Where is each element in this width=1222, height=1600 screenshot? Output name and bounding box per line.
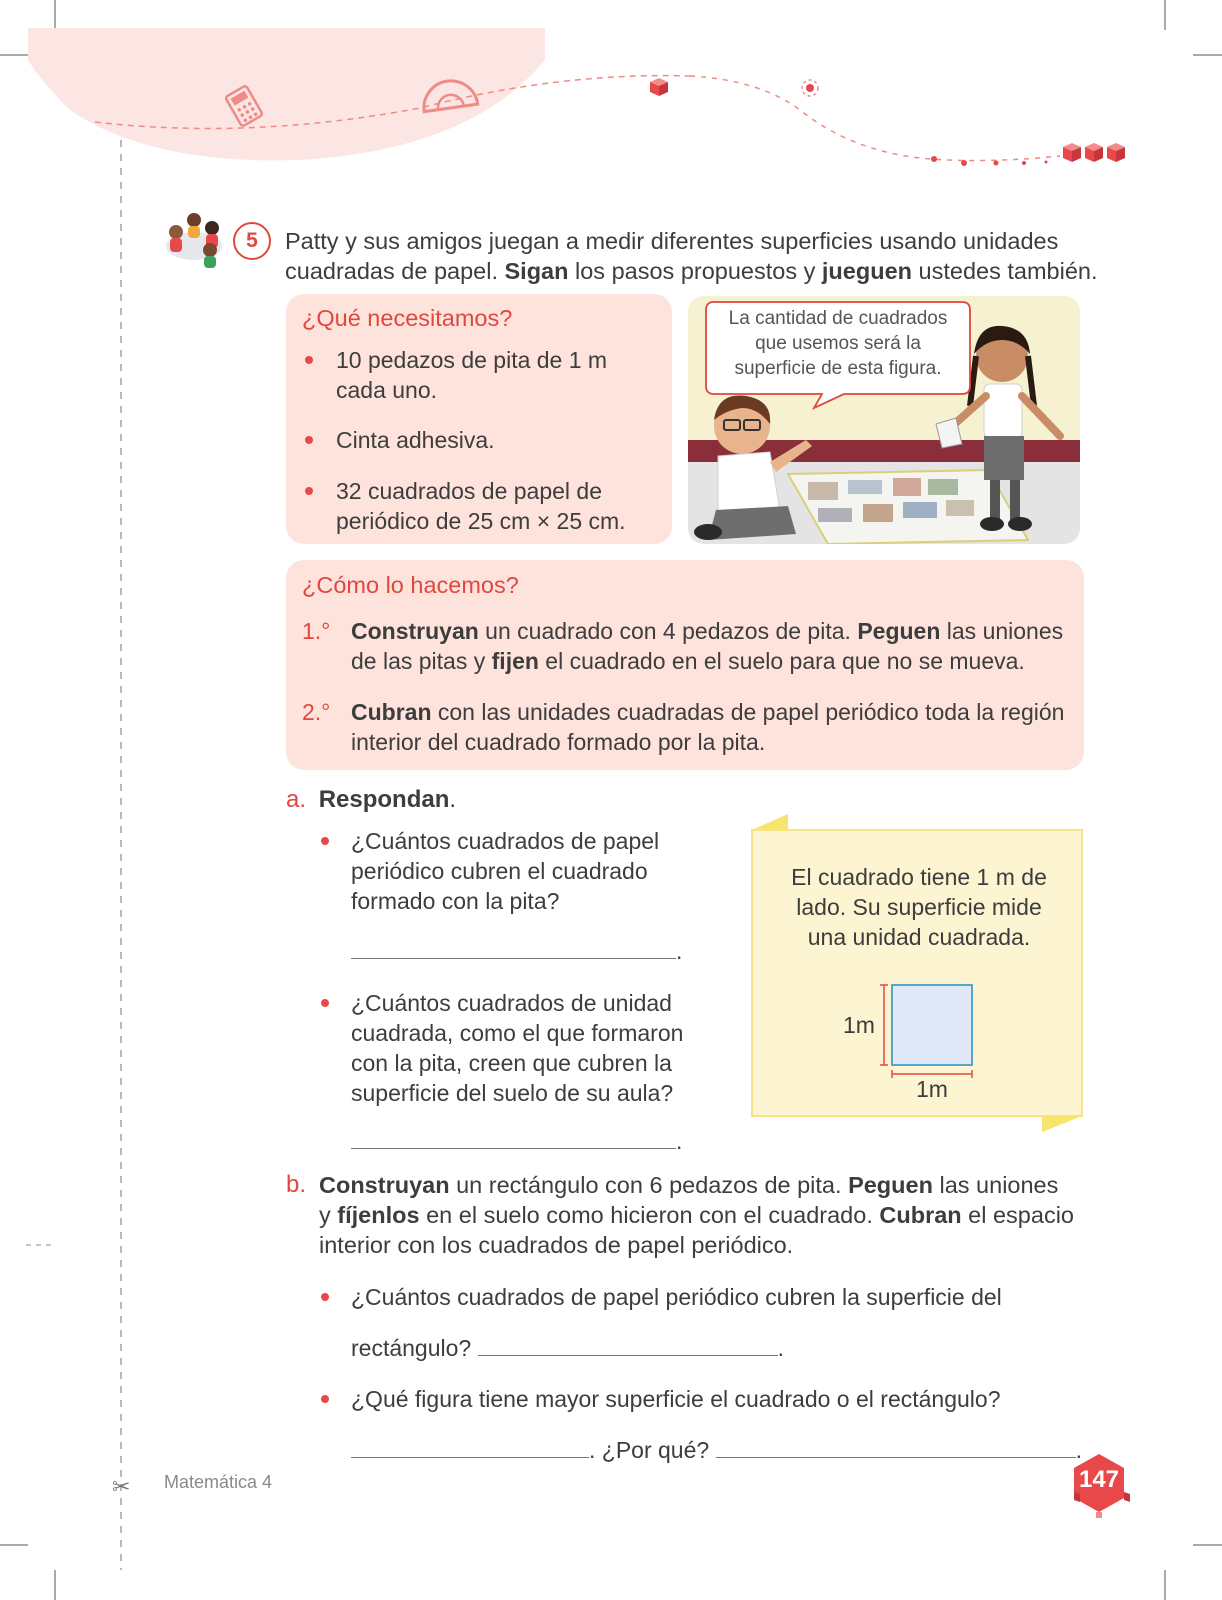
intro-text: cuadradas de papel. [285,258,505,284]
bullet-icon [321,837,329,845]
group-work-icon [160,206,228,270]
materials-item-1-line-2: cada uno. [336,377,438,403]
bold-verb: fíjenlos [337,1202,420,1228]
materials-item-2: Cinta adhesiva. [336,427,495,453]
instruction-text: las uniones [932,1172,1059,1198]
header-decoration [0,0,1222,200]
instruction-text: un rectángulo con 6 pedazos de pita. [449,1172,849,1198]
part-a-label: Respondan [318,786,450,813]
intro-bold-verb: Sigan [504,258,569,284]
step-1-line-1 [351,616,1081,646]
part-b-line-3: interior con los cuadrados de papel periódico. [319,1232,794,1258]
answer-blank[interactable] [351,1435,589,1458]
part-b-letter: b. [286,1171,307,1198]
materials-title: ¿Qué necesitamos? [302,305,513,331]
part-a-period: . [449,786,457,813]
question-line: periódico cubren el cuadrado [351,858,648,884]
question-line: formado con la pita? [351,888,560,914]
intro-line-1: Patty y sus amigos juegan a medir diferentes superficies usando unidades [285,228,1059,254]
protractor-icon [418,72,480,116]
part-a-heading [286,785,456,815]
question-text: . ¿Por qué? [589,1437,716,1463]
step-text: un cuadrado con 4 pedazos de pita. [478,618,858,644]
question-line: cuadrada, como el que formaron [351,1020,684,1046]
cubes-icon [1062,140,1132,170]
answer-period: . [1075,1437,1082,1463]
cube-icon [648,76,670,98]
bullet-icon [321,1293,329,1301]
bullet-icon [305,436,313,444]
book-title: Matemática 4 [164,1472,273,1492]
answer-period: . [676,1128,683,1154]
answer-blank[interactable] [351,1126,676,1149]
activity-number-badge [233,222,271,260]
materials-item-1-line-1: 10 pedazos de pita de 1 m [336,347,608,373]
part-b-line-2 [319,1200,1099,1230]
part-b-question-1: ¿Cuántos cuadrados de papel periódico cubren la superficie del [351,1284,1002,1310]
bold-verb: Construyan [319,1172,450,1198]
step-bold-verb: Cubran [351,699,432,725]
step-text: con las unidades cuadradas de papel periódico toda la región [431,699,1065,725]
step-bold-verb: fijen [491,648,539,674]
bold-verb: Peguen [848,1172,933,1198]
activity-number: 5 [246,229,258,252]
step-1-number: 1.° [302,618,331,644]
unit-square-diagram [876,980,976,1080]
answer-period: . [676,938,683,964]
steps-title: ¿Cómo lo hacemos? [302,572,519,598]
instruction-text: y [319,1202,338,1228]
question-line: ¿Cuántos cuadrados de unidad [351,990,672,1016]
answer-period: . [777,1335,784,1361]
step-text: las uniones [940,618,1064,644]
step-bold-verb: Construyan [351,618,479,644]
activity-intro [285,226,1105,286]
answer-blank[interactable] [351,936,676,959]
part-b-line-1 [319,1170,1099,1200]
step-text: de las pitas y [351,648,492,674]
question-line: superficie del suelo de su aula? [351,1080,674,1106]
part-b-question-2-answer [351,1435,1082,1465]
intro-text: ustedes también. [912,258,1098,284]
materials-item-3 [336,476,626,536]
step-text: el cuadrado en el suelo para que no se mueva. [538,648,1025,674]
instruction-text: el espacio [961,1202,1074,1228]
part-a-answer-1-line[interactable] [351,936,682,966]
speech-line-1: La cantidad de cuadrados [728,308,948,329]
step-2-line-1 [351,697,1081,727]
bullet-icon [321,1395,329,1403]
scissors-icon: ✂ [112,1474,131,1499]
answer-blank[interactable] [478,1333,778,1356]
calculator-icon [222,84,266,128]
note-text [754,862,1084,952]
step-bold-verb: Peguen [857,618,941,644]
intro-text: los pasos propuestos y [568,258,822,284]
page-number: 147 [1078,1466,1120,1493]
speech-bubble-text [712,306,964,381]
note-line: una unidad cuadrada. [807,924,1031,950]
reason-blank[interactable] [716,1435,1076,1458]
materials-item-1 [336,345,607,405]
question-text: rectángulo? [351,1335,478,1361]
note-line: lado. Su superficie mide [796,894,1042,920]
part-a-letter: a. [286,786,307,813]
part-a-question-1 [351,826,659,916]
speech-line-3: superficie de esta figura. [734,358,942,379]
question-line: con la pita, creen que cubren la [351,1050,672,1076]
part-b-question-1-cont [351,1333,784,1363]
bullet-icon [321,999,329,1007]
intro-line-2 [285,256,1105,286]
step-2-line-2: interior del cuadrado formado por la pita. [351,729,766,755]
part-b-instructions [319,1170,1099,1260]
bold-verb: Cubran [879,1202,962,1228]
square-bottom-label: 1m [916,1076,948,1102]
step-2-text [351,697,1081,757]
bullet-icon [305,487,313,495]
note-line: El cuadrado tiene 1 m de [791,864,1047,890]
part-b-question-2: ¿Qué figura tiene mayor superficie el cuadrado o el rectángulo? [351,1386,1001,1412]
question-line: ¿Cuántos cuadrados de papel [351,828,660,854]
materials-item-3-line-2: periódico de 25 cm × 25 cm. [336,508,626,534]
part-a-question-2 [351,988,683,1108]
step-1-text [351,616,1081,676]
bullet-icon [305,356,313,364]
part-a-answer-2-line[interactable] [351,1126,682,1156]
intro-bold-verb: jueguen [821,258,912,284]
square-side-label: 1m [843,1012,875,1038]
step-2-number: 2.° [302,699,331,725]
materials-item-3-line-1: 32 cuadrados de papel de [336,478,602,504]
step-1-line-2 [351,646,1081,676]
speech-line-2: que usemos será la [755,333,921,354]
instruction-text: en el suelo como hicieron con el cuadrado. [419,1202,880,1228]
